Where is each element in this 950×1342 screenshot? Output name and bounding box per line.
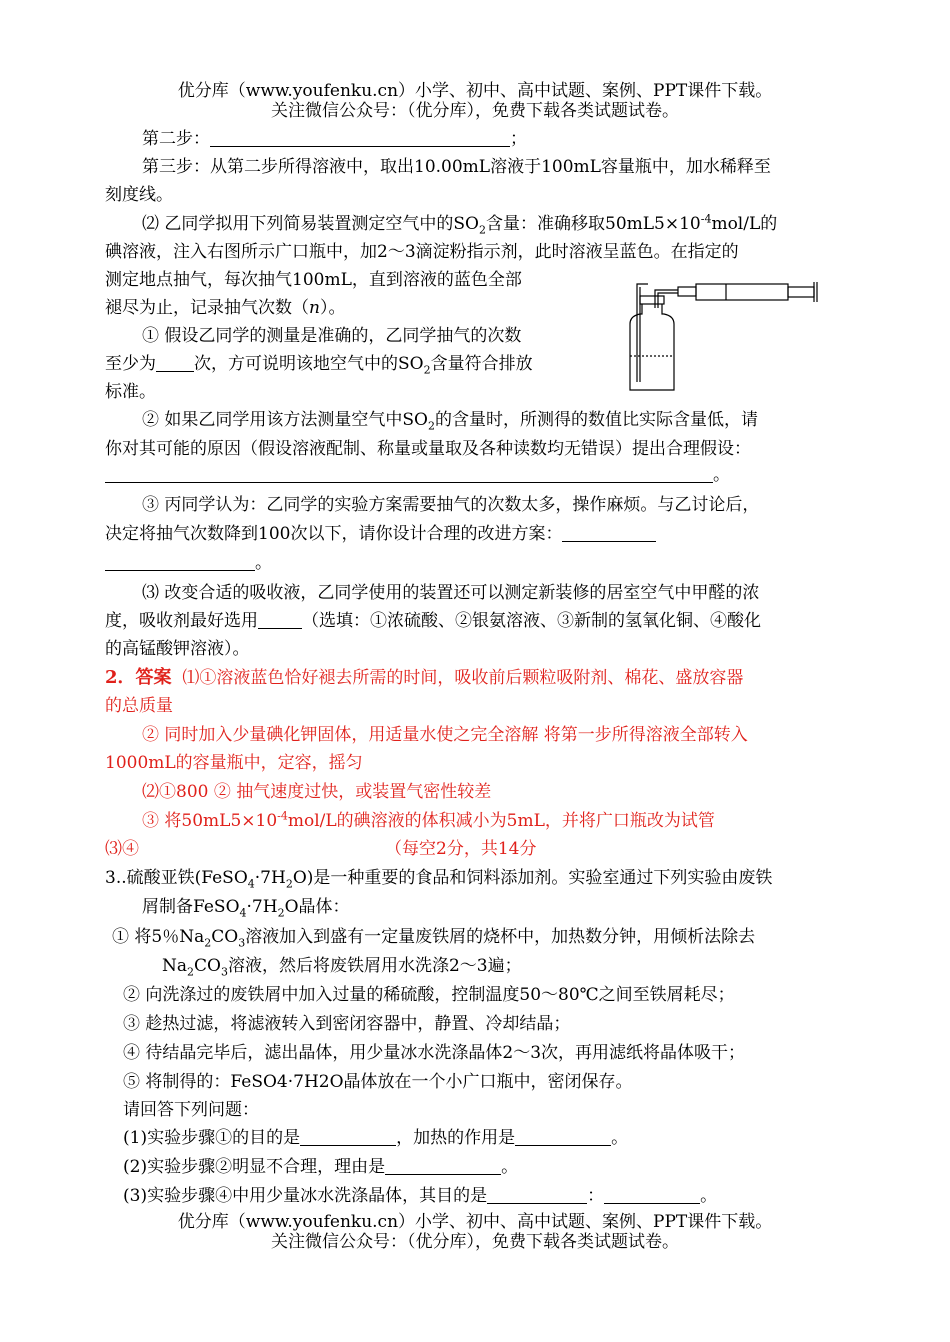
q3-q2-blank[interactable] xyxy=(385,1156,501,1175)
sub-1-line-a: ① 假设乙同学的测量是准确的，乙同学抽气的次数 xyxy=(142,326,522,346)
q3-step-2: ② 向洗涤过的废铁屑中加入过量的稀硫酸，控制温度50～80℃之间至铁屑耗尽； xyxy=(123,985,735,1005)
hypothesis-blank[interactable] xyxy=(105,464,713,483)
absorbent-blank[interactable] xyxy=(258,610,302,629)
min-count-blank[interactable] xyxy=(156,353,194,372)
part-3-line-a: ⑶ 改变合适的吸收液，乙同学使用的装置还可以测定新装修的居室空气中甲醛的浓 xyxy=(142,583,760,603)
sub-3-line-b: 决定将抽气次数降到100次以下，请你设计合理的改进方案： xyxy=(105,523,656,545)
answer-line-7: ⑶④ xyxy=(105,839,139,859)
gas-washing-bottle-diagram xyxy=(618,278,828,396)
part-3-line-c: 的高锰酸钾溶液）。 xyxy=(105,639,250,659)
q3-ask: 请回答下列问题： xyxy=(123,1100,259,1120)
part-2-line-b: 碘溶液，注入右图所示广口瓶中，加2～3滴淀粉指示剂，此时溶液呈蓝色。在指定的 xyxy=(105,242,739,262)
sub-3-line-c: 。 xyxy=(105,552,272,574)
improvement-blank-cont[interactable] xyxy=(105,552,255,571)
answer-line-1: 2．答案 ⑴①溶液蓝色恰好褪去所需的时间，吸收前后颗粒吸附剂、棉花、盛放容器 xyxy=(105,667,744,688)
q3-step-5: ⑤ 将制得的：FeSO4·7H2O晶体放在一个小广口瓶中，密闭保存。 xyxy=(123,1072,633,1092)
part-2-line-c: 测定地点抽气，每次抽气100mL，直到溶液的蓝色全部 xyxy=(105,270,522,290)
step-3-line: 第三步：从第二步所得溶液中，取出10.00mL溶液于100mL容量瓶中，加水稀释至 xyxy=(142,157,771,177)
q3-question-1: (1)实验步骤①的目的是 ，加热的作用是 。 xyxy=(123,1128,629,1148)
header-line-2: 关注微信公众号：（优分库），免费下载各类试题试卷。 xyxy=(271,101,679,121)
answer-score: （每空2分，共14分 xyxy=(385,839,537,859)
q3-q1-blank-a[interactable] xyxy=(300,1127,396,1146)
sub-3-line-a: ③ 丙同学认为：乙同学的实验方案需要抽气的次数太多，操作麻烦。与乙讨论后， xyxy=(142,495,760,515)
answer-line-3: ② 同时加入少量碘化钾固体，用适量水使之完全溶解 将第一步所得溶液全部转入 xyxy=(142,725,748,745)
improvement-blank[interactable] xyxy=(562,523,656,542)
sub-1-line-b: 至少为 次，方可说明该地空气中的$SO_2$含量符合排放 xyxy=(105,354,533,377)
sub-2-line-a: ② 如果乙同学用该方法测量空气中$SO_2$的含量时，所测得的数值比实际含量低，请 xyxy=(142,410,758,433)
q3-q3-blank-a[interactable] xyxy=(487,1185,587,1204)
syringe-plunger xyxy=(788,287,814,297)
q3-step-1-a: ① 将5％$Na_2CO_3$溶液加入到盛有一定量废铁屑的烧杯中，加热数分钟，用倾析法除去 xyxy=(112,927,756,950)
part-3-line-b: 度，吸收剂最好选用 （选填：①浓硫酸、②银氨溶液、③新制的氢氧化铜、④酸化 xyxy=(105,611,761,631)
footer-line-2: 关注微信公众号：（优分库），免费下载各类试题试卷。 xyxy=(271,1232,679,1252)
answer-line-6: ③ 将$50mL5\times 10^{-4}mol/L$的碘溶液的体积减小为5mL，并将广口瓶改为试管 xyxy=(142,809,715,831)
q3-step-3: ③ 趁热过滤，将滤液转入到密闭容器中，静置、冷却结晶； xyxy=(123,1014,571,1034)
sub-2-line-c: 。 xyxy=(105,464,730,486)
step-3-line-b: 刻度线。 xyxy=(105,185,173,205)
sub-1-line-c: 标准。 xyxy=(105,382,156,402)
step-2-blank[interactable] xyxy=(210,128,510,147)
q3-q3-blank-b[interactable] xyxy=(604,1185,700,1204)
part-2-line-d: 褪尽为止，记录抽气次数（n）。 xyxy=(105,298,346,318)
q3-q1-blank-b[interactable] xyxy=(515,1127,611,1146)
q3-question-2: (2)实验步骤②明显不合理，理由是 。 xyxy=(123,1157,519,1177)
bottle-stopper xyxy=(640,296,664,304)
answer-line-2: 的总质量 xyxy=(105,696,173,716)
header-line-1: 优分库（www.youfenku.cn）小学、初中、高中试题、案例、PPT课件下载。 xyxy=(177,81,773,101)
rubber-joint xyxy=(678,287,696,296)
syringe-barrel xyxy=(696,284,788,300)
q3-step-4: ④ 待结晶完毕后，滤出晶体，用少量冰水洗涤晶体2～3次，再用滤纸将晶体吸干； xyxy=(123,1043,746,1063)
footer-line-1: 优分库（www.youfenku.cn）小学、初中、高中试题、案例、PPT课件下载。 xyxy=(177,1212,773,1232)
answer-line-5: ⑵①800 ② 抽气速度过快，或装置气密性较差 xyxy=(142,782,492,802)
step-2-line: 第二步： ； xyxy=(142,129,527,149)
part-2-line-a: ⑵ 乙同学拟用下列简易装置测定空气中的$SO_2$含量：准确移取$50mL5\times 10^{-4}mol/L$的 xyxy=(142,212,778,237)
answer-line-4: 1000mL的容量瓶中，定容，摇匀 xyxy=(105,753,363,773)
q3-step-1-b: $Na_2CO_3$溶液，然后将废铁屑用水洗涤2～3遍； xyxy=(162,956,522,979)
q3-intro-line-a: 3..硫酸亚铁$(FeSO_4\cdot 7H_2O)$是一种重要的食品和饲料添加剂。实验室通过下列实验由废铁 xyxy=(105,868,773,891)
sub-2-line-b: 你对其可能的原因（假设溶液配制、称量或量取及各种读数均无错误）提出合理假设： xyxy=(105,439,751,459)
answer-label: 答案 xyxy=(135,667,172,688)
q3-intro-line-b: 屑制备$FeSO_4\cdot 7H_2O$晶体： xyxy=(142,897,350,920)
q3-question-3: (3)实验步骤④中用少量冰水洗涤晶体，其目的是 ： 。 xyxy=(123,1186,718,1206)
